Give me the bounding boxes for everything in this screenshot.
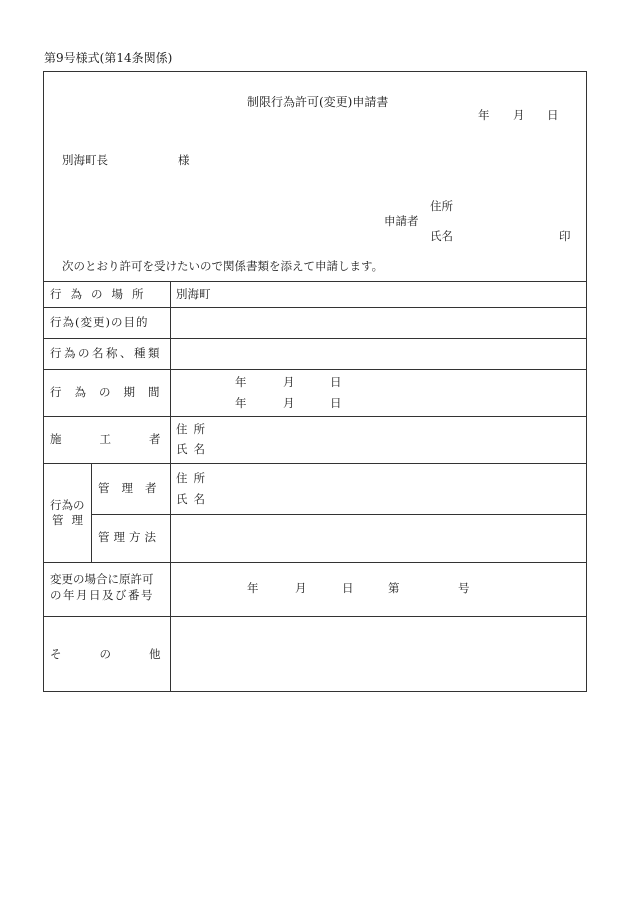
request-statement: 次のとおり許可を受けたいので関係書類を添えて申請します。 [62,259,384,273]
permit-number-prefix: 第 [388,581,400,595]
row-label-name-type: 行為の名称、種類 [50,346,162,360]
manager-name-label: 氏名 [176,492,211,506]
permit-month: 月 [295,581,307,595]
period-start-day: 日 [330,375,342,389]
original-permit-label-1: 変更の場合に原許可 [50,572,154,586]
period-start-year: 年 [235,375,247,389]
contractor-name-label: 氏名 [176,442,211,456]
date-day: 日 [547,108,559,122]
period-end-month: 月 [283,396,295,410]
row-label-location [50,289,164,301]
row-line-4 [43,416,587,417]
period-end-year: 年 [235,396,247,410]
date-month: 月 [513,108,525,122]
form-title: 制限行為許可(変更)申請書 [247,95,389,109]
permit-number-suffix: 号 [458,581,470,595]
date-year: 年 [478,108,490,122]
manager-label: 管理者 [98,481,169,495]
addressee-honorific: 様 [178,153,190,167]
applicant-label: 申請者 [384,214,419,228]
applicant-address-label: 住所 [430,199,453,213]
manager-address-label: 住所 [176,471,211,485]
row-line-5 [43,463,587,464]
management-group-label-1: 行為の [50,498,85,512]
row-line-7 [43,616,587,617]
row-line-6 [43,562,587,563]
applicant-seal: 印 [559,229,571,243]
row-label-other: その他 [50,647,199,661]
location-value: 別海町 [176,287,211,301]
form-number: 第9号様式(第14条関係) [44,51,173,65]
row-line-3 [43,369,587,370]
row-line-management-inner [91,514,587,515]
permit-year: 年 [247,581,259,595]
period-start-month: 月 [283,375,295,389]
management-method-label: 管理方法 [98,530,160,544]
row-line-2 [43,338,587,339]
management-group-line [91,463,92,562]
contractor-address-label: 住所 [176,422,211,436]
row-label-purpose: 行為(変更)の目的 [50,315,149,329]
original-permit-label-2: の年月日及び番号 [50,588,154,602]
label-column-line [170,281,171,692]
row-line-1 [43,307,587,308]
table-top-line [43,281,587,282]
applicant-name-label: 氏名 [430,229,453,243]
management-group-label-2: 管理 [52,513,91,527]
row-label-period: 行為の期間 [50,385,173,399]
permit-day: 日 [342,581,354,595]
label-text: 行為の場所 [50,287,153,301]
addressee-name: 別海町長 [62,153,108,167]
period-end-day: 日 [330,396,342,410]
row-label-contractor: 施工者 [50,432,199,446]
